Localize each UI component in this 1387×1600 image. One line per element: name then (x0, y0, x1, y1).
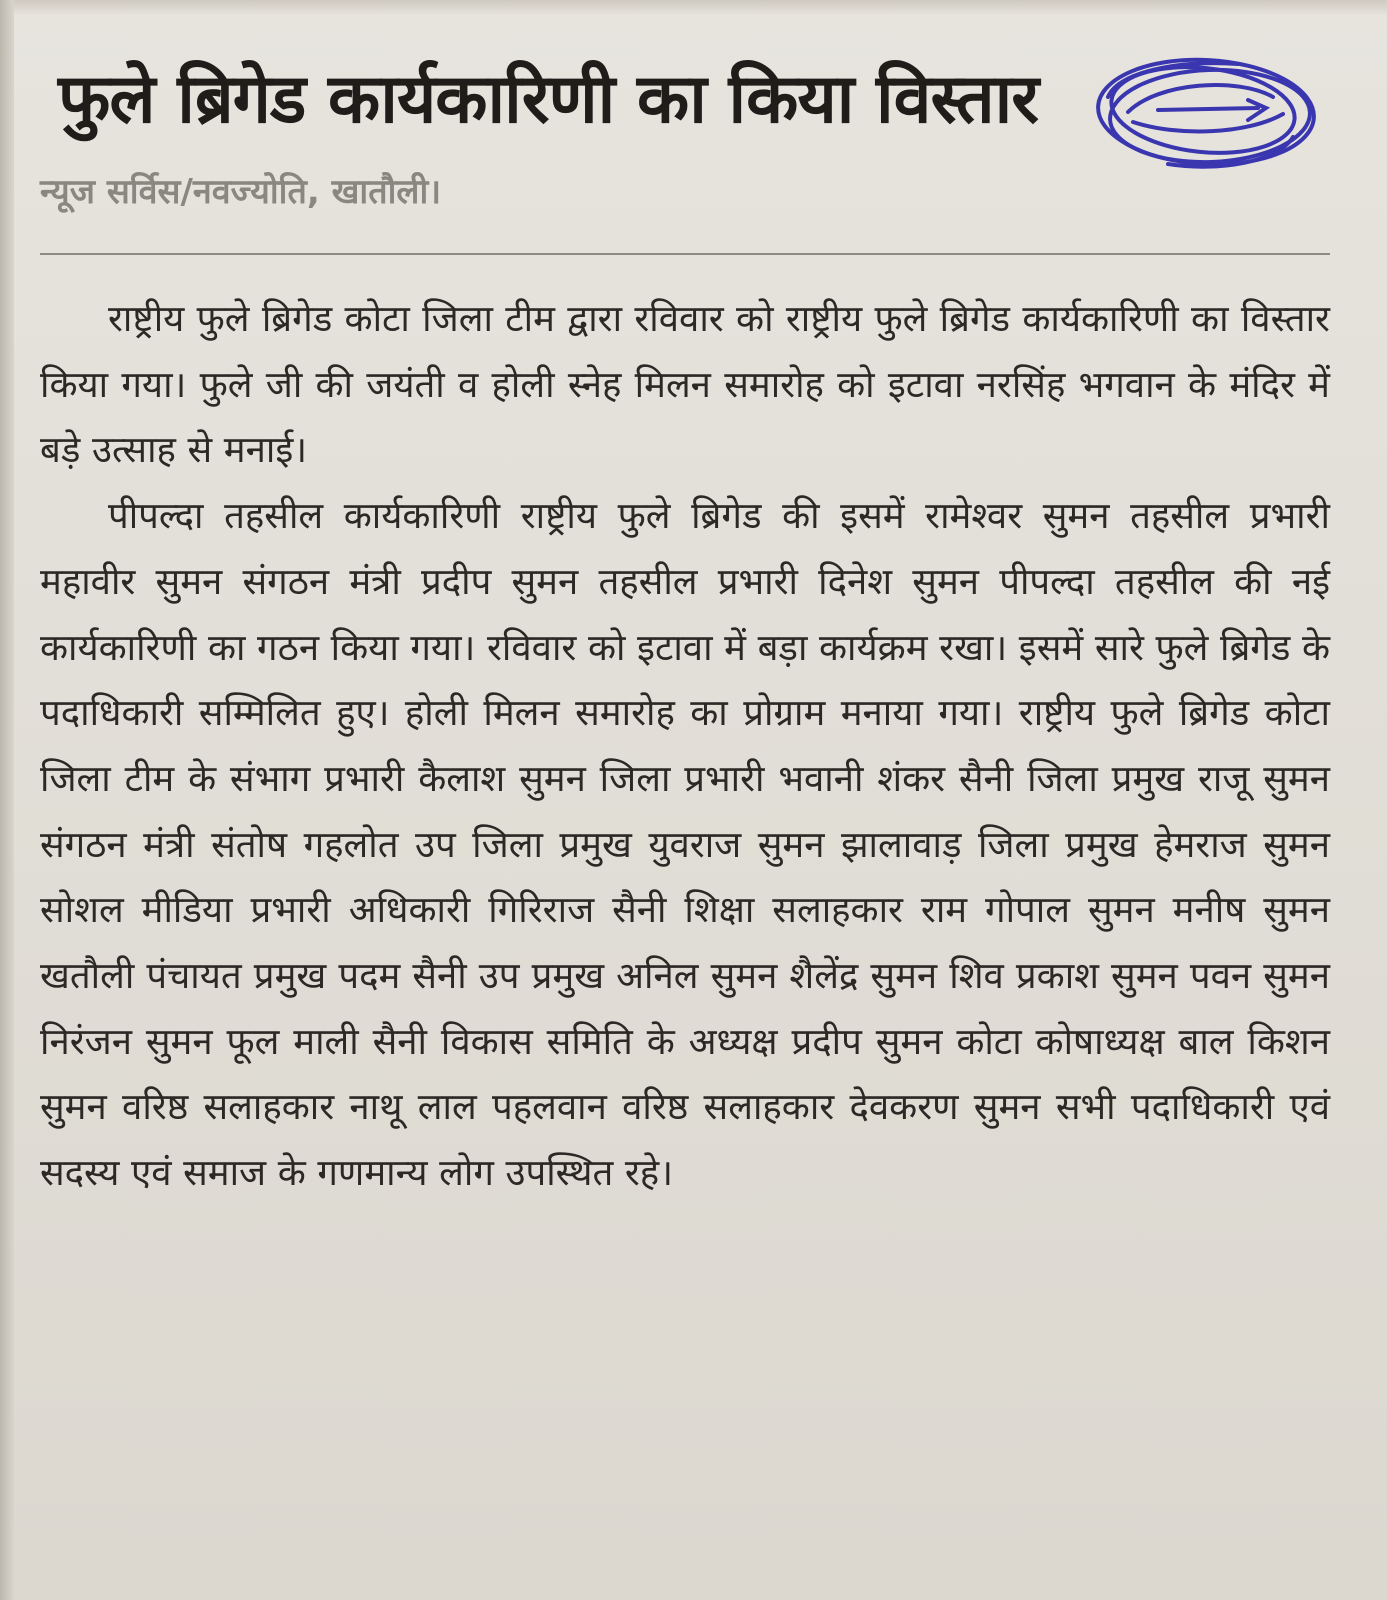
pen-scribble-mark (1088, 42, 1338, 192)
article-headline: फुले ब्रिगेड कार्यकारिणी का किया विस्तार (58, 60, 1039, 139)
divider-rule (40, 253, 1330, 255)
article-dateline: न्यूज सर्विस/नवज्योति, खातौली। (40, 172, 442, 212)
article-body (40, 286, 1330, 1206)
article-paragraph: पीपल्दा तहसील कार्यकारिणी राष्ट्रीय फुले ब्रिगेड की इसमें रामेश्वर सुमन तहसील प्रभारी महावीर सुमन संगठन मंत्री प्रदीप सुमन तहसील प्रभारी दिनेश सुमन पीपल्दा तहसील की नई कार्यकारिणी का गठन किया गया। रविवार को इटावा में बड़ा कार्यक्रम रखा। इसमें सारे फुले ब्रिगेड के पदाधिकारी सम्मिलित हुए। होली मिलन समारोह का प्रोग्राम मनाया गया। राष्ट्रीय फुले ब्रिगेड कोटा जिला टीम के संभाग प्रभारी कैलाश सुमन जिला प्रभारी भवानी शंकर सैनी जिला प्रमुख राजू सुमन संगठन मंत्री संतोष गहलोत उप जिला प्रमुख युवराज सुमन झालावाड़ जिला प्रमुख हेमराज सुमन सोशल मीडिया प्रभारी अधिकारी गिरिराज सैनी शिक्षा सलाहकार राम गोपाल सुमन मनीष सुमन खतौली पंचायत प्रमुख पदम सैनी उप प्रमुख अनिल सुमन शैलेंद्र सुमन शिव प्रकाश सुमन पवन सुमन निरंजन सुमन फूल माली सैनी विकास समिति के अध्यक्ष प्रदीप सुमन कोटा कोषाध्यक्ष बाल किशन सुमन वरिष्ठ सलाहकार नाथू लाल पहलवान वरिष्ठ सलाहकार देवकरण सुमन सभी पदाधिकारी एवं सदस्य एवं समाज के गणमान्य लोग उपस्थित रहे। (40, 494, 1330, 1195)
paper-top-edge (0, 0, 1387, 14)
paper-left-edge (0, 0, 14, 1600)
article-paragraph: राष्ट्रीय फुले ब्रिगेड कोटा जिला टीम द्वारा रविवार को राष्ट्रीय फुले ब्रिगेड कार्यकारिणी का विस्तार किया गया। फुले जी की जयंती व होली स्नेह मिलन समारोह को इटावा नरसिंह भगवान के मंदिर में बड़े उत्साह से मनाई। (40, 297, 1330, 472)
